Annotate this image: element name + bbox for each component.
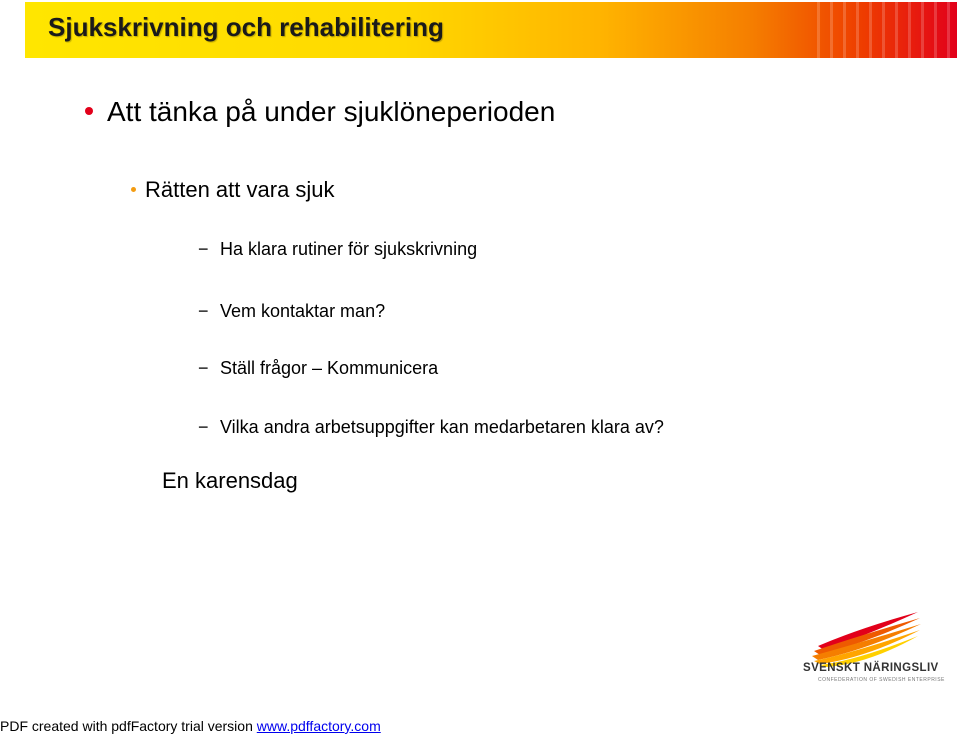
dash-bullet: − [198, 358, 209, 378]
dash-bullet: − [198, 301, 209, 321]
logo-wordmark: SVENSKT NÄRINGSLIV [803, 662, 939, 674]
bullet-level3-text: Ställ frågor – Kommunicera [220, 358, 439, 378]
pdf-footer [0, 718, 381, 734]
bullet-level3 [198, 417, 664, 438]
bullet-level3 [198, 358, 438, 379]
bullet-level3 [198, 239, 477, 260]
dash-bullet: − [198, 417, 209, 437]
bullet-dot-icon [85, 107, 93, 115]
slide-title: Sjukskrivning och rehabilitering [48, 12, 444, 42]
bullet-level2-text: Rätten att vara sjuk [145, 177, 335, 202]
title-bar-stripes [807, 2, 957, 58]
footer-prefix: PDF created with pdfFactory trial version [0, 718, 257, 734]
bullet-level3-text: Ha klara rutiner för sjukskrivning [220, 239, 478, 259]
bullet-level3-text: Vem kontaktar man? [220, 301, 386, 321]
bullet-level2 [131, 177, 335, 203]
footer-link[interactable]: www.pdffactory.com [256, 718, 381, 734]
logo-tagline: CONFEDERATION OF SWEDISH ENTERPRISE [818, 677, 945, 683]
bullet-level1 [85, 96, 555, 128]
bullet-level1-text: Att tänka på under sjuklöneperioden [107, 96, 556, 127]
bullet-dot-icon [131, 187, 136, 192]
trailing-text: En karensdag [162, 468, 298, 493]
bullet-level3 [198, 301, 385, 322]
bullet-level3-text: Vilka andra arbetsuppgifter kan medarbetaren klara av? [220, 417, 664, 437]
dash-bullet: − [198, 239, 209, 259]
